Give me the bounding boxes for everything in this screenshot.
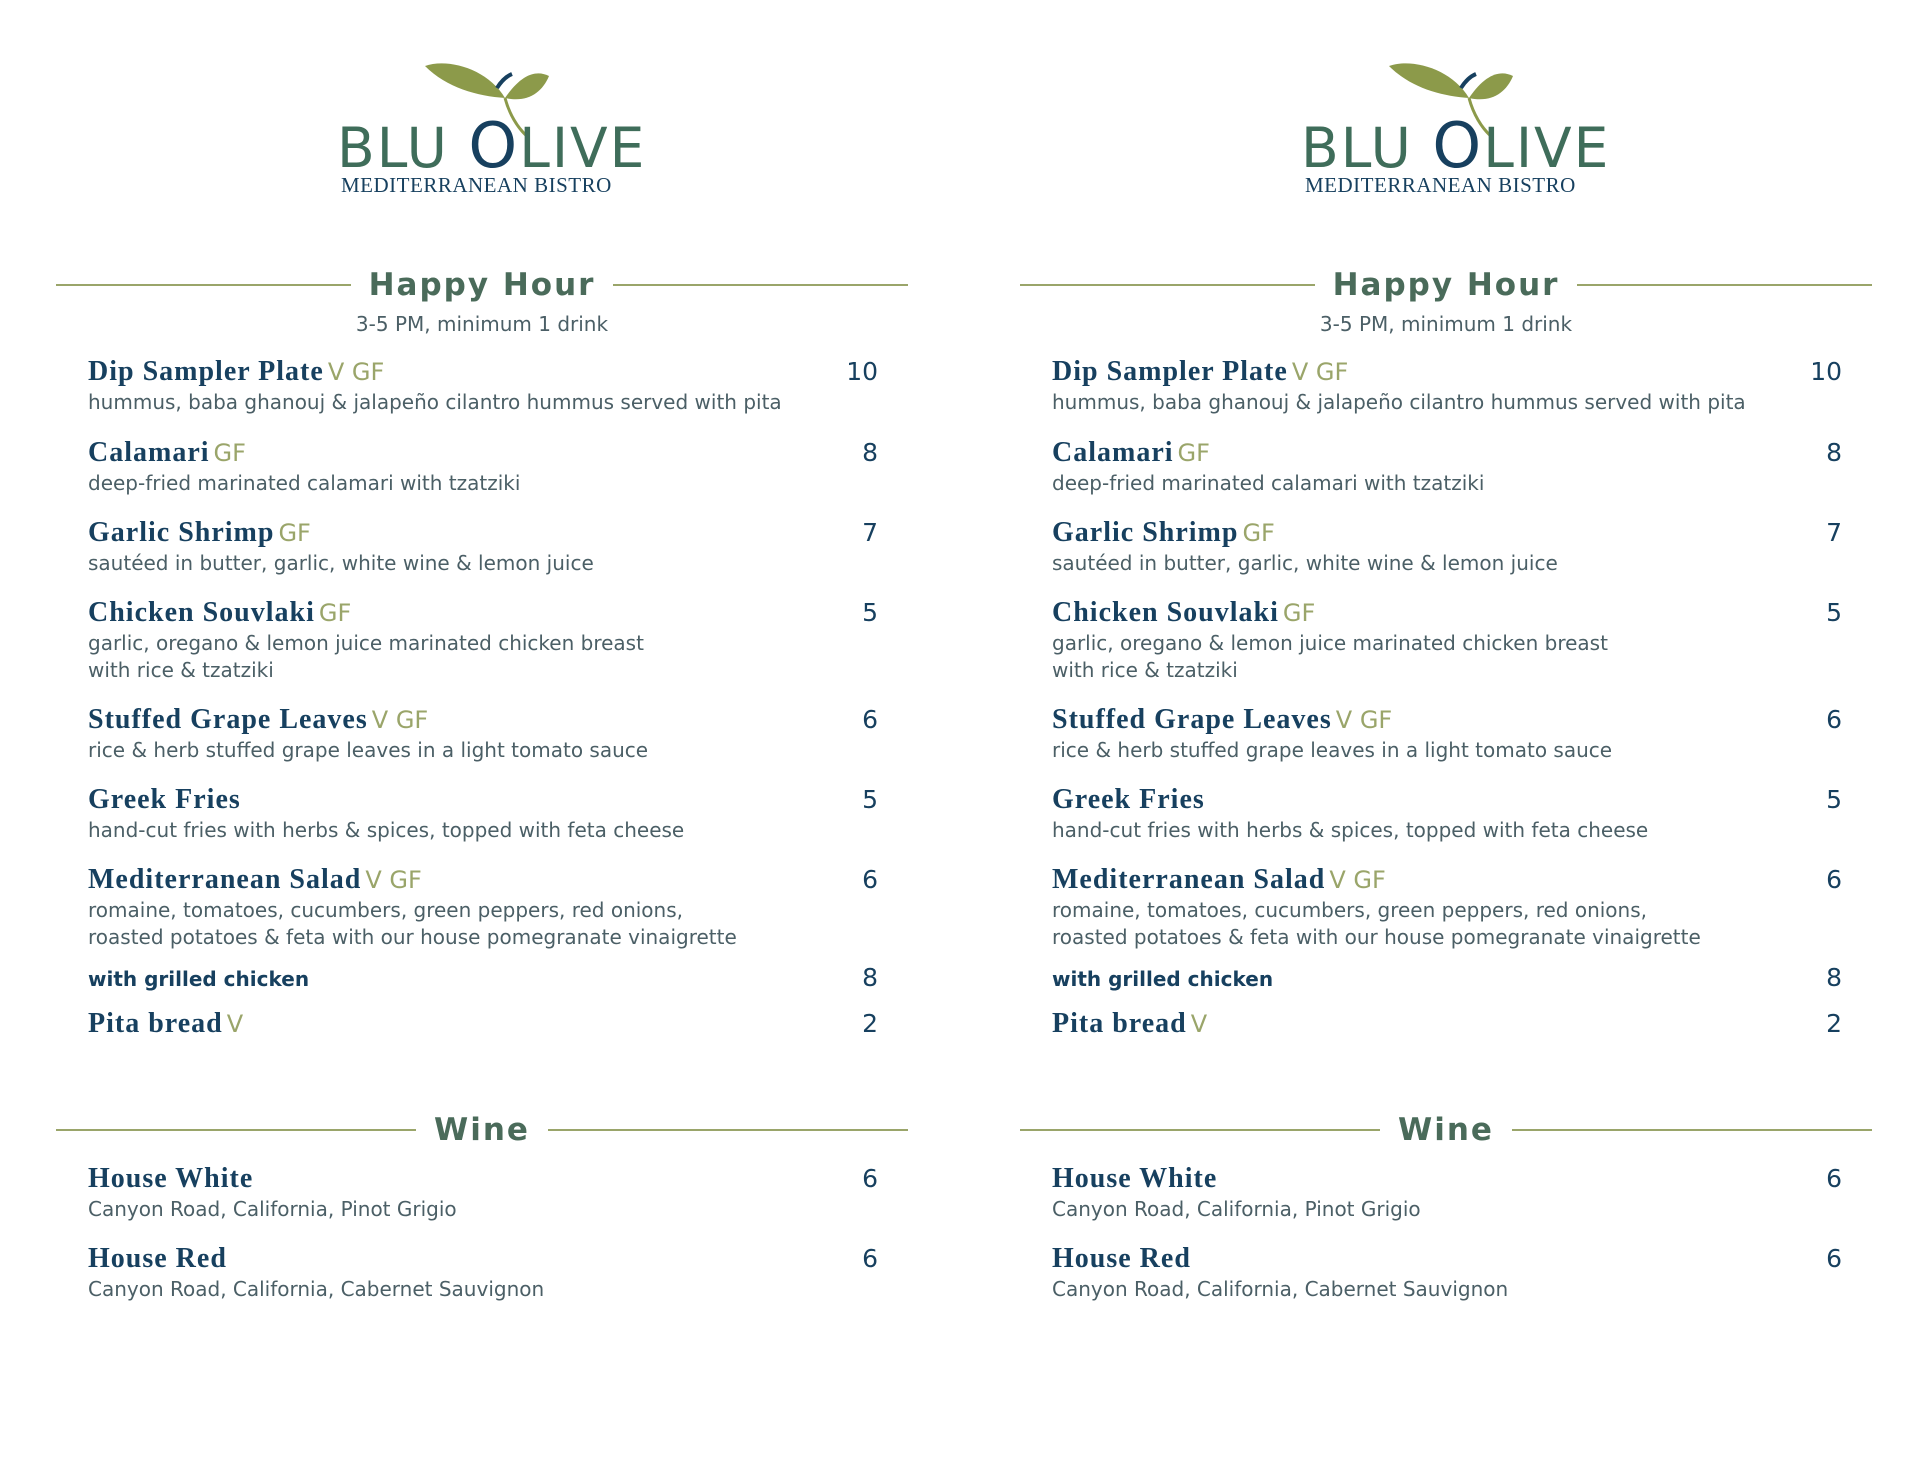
- menu-item-title: [1052, 356, 1348, 388]
- logo-subtitle: MEDITERRANEAN BISTRO: [1305, 173, 1576, 197]
- menu-item-price: 2: [862, 1009, 878, 1038]
- menu-item-price: 8: [862, 438, 878, 467]
- logo-wordmark: BLU OLIVE: [337, 109, 647, 182]
- menu-item: [88, 1163, 878, 1223]
- menu-item-header: [1052, 1243, 1842, 1276]
- menu-item-price: 7: [862, 518, 878, 547]
- menu-item: [1052, 704, 1842, 764]
- divider-line: [1512, 1129, 1872, 1131]
- menu-item: [1052, 1243, 1842, 1303]
- addon-price: 8: [862, 963, 878, 992]
- menu-item: [88, 597, 878, 684]
- menu-item-name: Stuffed Grape Leaves: [88, 704, 368, 735]
- dietary-tags: V GF: [327, 358, 385, 386]
- menu-item: [88, 1243, 878, 1303]
- menu-item-description: roasted potatoes & feta with our house pomegranate vinaigrette: [88, 925, 737, 949]
- menu-item: [1052, 1163, 1842, 1223]
- menu-item-description: rice & herb stuffed grape leaves in a light tomato sauce: [1052, 738, 1613, 762]
- grilled-chicken-addon: [1052, 963, 1842, 992]
- happy-hour-title: Happy Hour: [1332, 267, 1560, 303]
- menu-item: [88, 704, 878, 764]
- menu-item: [88, 517, 878, 577]
- menu-item-name: Dip Sampler Plate: [88, 356, 324, 387]
- menu-page-right: [964, 0, 1920, 1484]
- dietary-tags: V GF: [365, 866, 422, 894]
- menu-item-title: [1052, 704, 1392, 736]
- menu-item-description: roasted potatoes & feta with our house pomegranate vinaigrette: [1052, 925, 1701, 949]
- happy-hour-title: Happy Hour: [368, 267, 596, 303]
- blu-olive-logo: [1301, 58, 1611, 198]
- menu-item-price: 6: [862, 1244, 878, 1273]
- dietary-tags: GF: [278, 519, 311, 547]
- menu-item-description: with rice & tzatziki: [88, 658, 274, 682]
- divider-line: [548, 1129, 908, 1131]
- menu-item: [88, 1008, 878, 1041]
- menu-item-header: [88, 1163, 878, 1196]
- menu-item-title: [88, 1008, 243, 1040]
- dietary-tags: V: [1190, 1010, 1208, 1038]
- menu-item-title: [1052, 864, 1386, 896]
- menu-item-description: rice & herb stuffed grape leaves in a light tomato sauce: [88, 738, 649, 762]
- menu-item-name: Calamari: [88, 437, 210, 468]
- dietary-tags: GF: [1177, 439, 1210, 467]
- dietary-tags: V GF: [1335, 706, 1393, 734]
- menu-item: [1052, 356, 1842, 416]
- divider-line: [613, 284, 908, 286]
- menu-item-header: [88, 517, 878, 550]
- menu-item-title: [88, 784, 241, 816]
- menu-item-name: Calamari: [1052, 437, 1174, 468]
- logo-wordmark: BLU OLIVE: [1301, 109, 1611, 182]
- menu-item-price: 5: [1826, 598, 1842, 627]
- menu-item-name: Chicken Souvlaki: [88, 597, 315, 628]
- wine-heading: [1020, 1110, 1872, 1150]
- menu-item-description: hummus, baba ghanouj & jalapeño cilantro hummus served with pita: [88, 390, 782, 414]
- menu-item: [1052, 517, 1842, 577]
- menu-item-price: 6: [1826, 705, 1842, 734]
- menu-item-header: [1052, 597, 1842, 630]
- menu-item-price: 2: [1826, 1009, 1842, 1038]
- menu-item-title: [1052, 784, 1205, 816]
- menu-item-description: hand-cut fries with herbs & spices, topped with feta cheese: [1052, 818, 1649, 842]
- menu-item-description: deep-fried marinated calamari with tzatziki: [1052, 471, 1485, 495]
- menu-item-price: 5: [862, 598, 878, 627]
- wine-heading: [56, 1110, 908, 1150]
- wine-title: Wine: [434, 1112, 530, 1148]
- menu-item-price: 6: [1826, 1164, 1842, 1193]
- menu-item-description: hummus, baba ghanouj & jalapeño cilantro hummus served with pita: [1052, 390, 1746, 414]
- menu-item-header: [1052, 1163, 1842, 1196]
- wine-title: Wine: [1398, 1112, 1494, 1148]
- happy-hour-heading: [56, 265, 908, 305]
- menu-item-name: Garlic Shrimp: [88, 517, 275, 548]
- menu-item-name: Chicken Souvlaki: [1052, 597, 1279, 628]
- menu-item-price: 6: [1826, 1244, 1842, 1273]
- menu-item-price: 7: [1826, 518, 1842, 547]
- menu-item-title: [88, 517, 311, 549]
- menu-item-title: [1052, 517, 1275, 549]
- menu-item-name: House White: [88, 1163, 254, 1194]
- menu-item-name: House Red: [1052, 1243, 1191, 1274]
- menu-item-price: 6: [862, 705, 878, 734]
- menu-item-title: [1052, 437, 1210, 469]
- happy-hour-heading: [1020, 265, 1872, 305]
- menu-item-header: [88, 864, 878, 897]
- menu-item-description: garlic, oregano & lemon juice marinated chicken breast: [88, 631, 644, 655]
- menu-item-description: sautéed in butter, garlic, white wine & lemon juice: [88, 551, 594, 575]
- divider-line: [1020, 1129, 1380, 1131]
- menu-item: [88, 356, 878, 416]
- menu-item-name: Greek Fries: [1052, 784, 1205, 815]
- menu-item-description: Canyon Road, California, Cabernet Sauvignon: [1052, 1277, 1509, 1301]
- menu-item-description: romaine, tomatoes, cucumbers, green peppers, red onions,: [88, 898, 683, 922]
- dietary-tags: V GF: [1291, 358, 1349, 386]
- menu-item-header: [1052, 1008, 1842, 1041]
- dietary-tags: V GF: [1329, 866, 1386, 894]
- menu-item-header: [1052, 437, 1842, 470]
- dietary-tags: GF: [1242, 519, 1275, 547]
- menu-item: [1052, 597, 1842, 684]
- menu-item-description: with rice & tzatziki: [1052, 658, 1238, 682]
- menu-item-name: Pita bread: [1052, 1008, 1187, 1039]
- logo-subtitle: MEDITERRANEAN BISTRO: [341, 173, 612, 197]
- menu-item-header: [88, 1008, 878, 1041]
- menu-item-title: [88, 864, 422, 896]
- menu-item-name: Garlic Shrimp: [1052, 517, 1239, 548]
- dietary-tags: V: [226, 1010, 244, 1038]
- menu-item-header: [88, 356, 878, 389]
- menu-item-header: [88, 597, 878, 630]
- blu-olive-logo: [337, 58, 647, 198]
- menu-item: [1052, 437, 1842, 497]
- divider-line: [1020, 284, 1315, 286]
- menu-item-name: Mediterranean Salad: [88, 864, 362, 895]
- menu-item-title: [88, 356, 384, 388]
- dietary-tags: GF: [318, 599, 352, 627]
- menu-item-description: garlic, oregano & lemon juice marinated chicken breast: [1052, 631, 1608, 655]
- menu-item-price: 10: [1810, 357, 1842, 386]
- menu-item-title: [1052, 1163, 1217, 1195]
- menu-item-name: House Red: [88, 1243, 227, 1274]
- menu-item-price: 6: [862, 865, 878, 894]
- menu-item-header: [88, 784, 878, 817]
- menu-item-description: Canyon Road, California, Pinot Grigio: [88, 1197, 457, 1221]
- menu-item-description: romaine, tomatoes, cucumbers, green peppers, red onions,: [1052, 898, 1647, 922]
- dietary-tags: GF: [213, 439, 246, 467]
- menu-item: [1052, 784, 1842, 844]
- menu-item-name: Stuffed Grape Leaves: [1052, 704, 1332, 735]
- menu-item-header: [88, 704, 878, 737]
- addon-price: 8: [1826, 963, 1842, 992]
- menu-item-description: Canyon Road, California, Pinot Grigio: [1052, 1197, 1421, 1221]
- happy-hour-note: 3-5 PM, minimum 1 drink: [355, 312, 609, 336]
- addon-label: with grilled chicken: [1052, 967, 1274, 991]
- menu-item-header: [88, 437, 878, 470]
- menu-item-header: [1052, 356, 1842, 389]
- menu-item: [88, 864, 878, 951]
- dietary-tags: V GF: [371, 706, 429, 734]
- menu-item-name: House White: [1052, 1163, 1218, 1194]
- menu-item-header: [1052, 784, 1842, 817]
- menu-item: [1052, 1008, 1842, 1041]
- divider-line: [56, 284, 351, 286]
- menu-item-name: Dip Sampler Plate: [1052, 356, 1288, 387]
- addon-label: with grilled chicken: [88, 967, 310, 991]
- menu-item-title: [88, 1243, 227, 1275]
- menu-item-price: 5: [1826, 785, 1842, 814]
- menu-item-price: 5: [862, 785, 878, 814]
- divider-line: [56, 1129, 416, 1131]
- dietary-tags: GF: [1282, 599, 1316, 627]
- menu-item-price: 6: [862, 1164, 878, 1193]
- divider-line: [1577, 284, 1872, 286]
- menu-item: [88, 784, 878, 844]
- menu-item-header: [1052, 704, 1842, 737]
- menu-item-price: 6: [1826, 865, 1842, 894]
- menu-item-name: Mediterranean Salad: [1052, 864, 1326, 895]
- menu-item-title: [88, 597, 351, 629]
- grilled-chicken-addon: [88, 963, 878, 992]
- menu-item: [88, 437, 878, 497]
- menu-item-price: 8: [1826, 438, 1842, 467]
- menu-item-title: [88, 437, 246, 469]
- menu-item-title: [88, 704, 428, 736]
- menu-item-title: [1052, 1243, 1191, 1275]
- happy-hour-note: 3-5 PM, minimum 1 drink: [1319, 312, 1573, 336]
- menu-item-description: hand-cut fries with herbs & spices, topped with feta cheese: [88, 818, 685, 842]
- menu-item-header: [1052, 517, 1842, 550]
- menu-item-name: Pita bread: [88, 1008, 223, 1039]
- menu-item-price: 10: [846, 357, 878, 386]
- menu-item-title: [88, 1163, 253, 1195]
- menu-item-name: Greek Fries: [88, 784, 241, 815]
- menu-item-title: [1052, 1008, 1207, 1040]
- menu-item-description: Canyon Road, California, Cabernet Sauvignon: [88, 1277, 545, 1301]
- menu-item-header: [88, 1243, 878, 1276]
- menu-item-description: sautéed in butter, garlic, white wine & lemon juice: [1052, 551, 1558, 575]
- menu-item-description: deep-fried marinated calamari with tzatziki: [88, 471, 521, 495]
- menu-item-title: [1052, 597, 1315, 629]
- menu-item-header: [1052, 864, 1842, 897]
- menu-item: [1052, 864, 1842, 951]
